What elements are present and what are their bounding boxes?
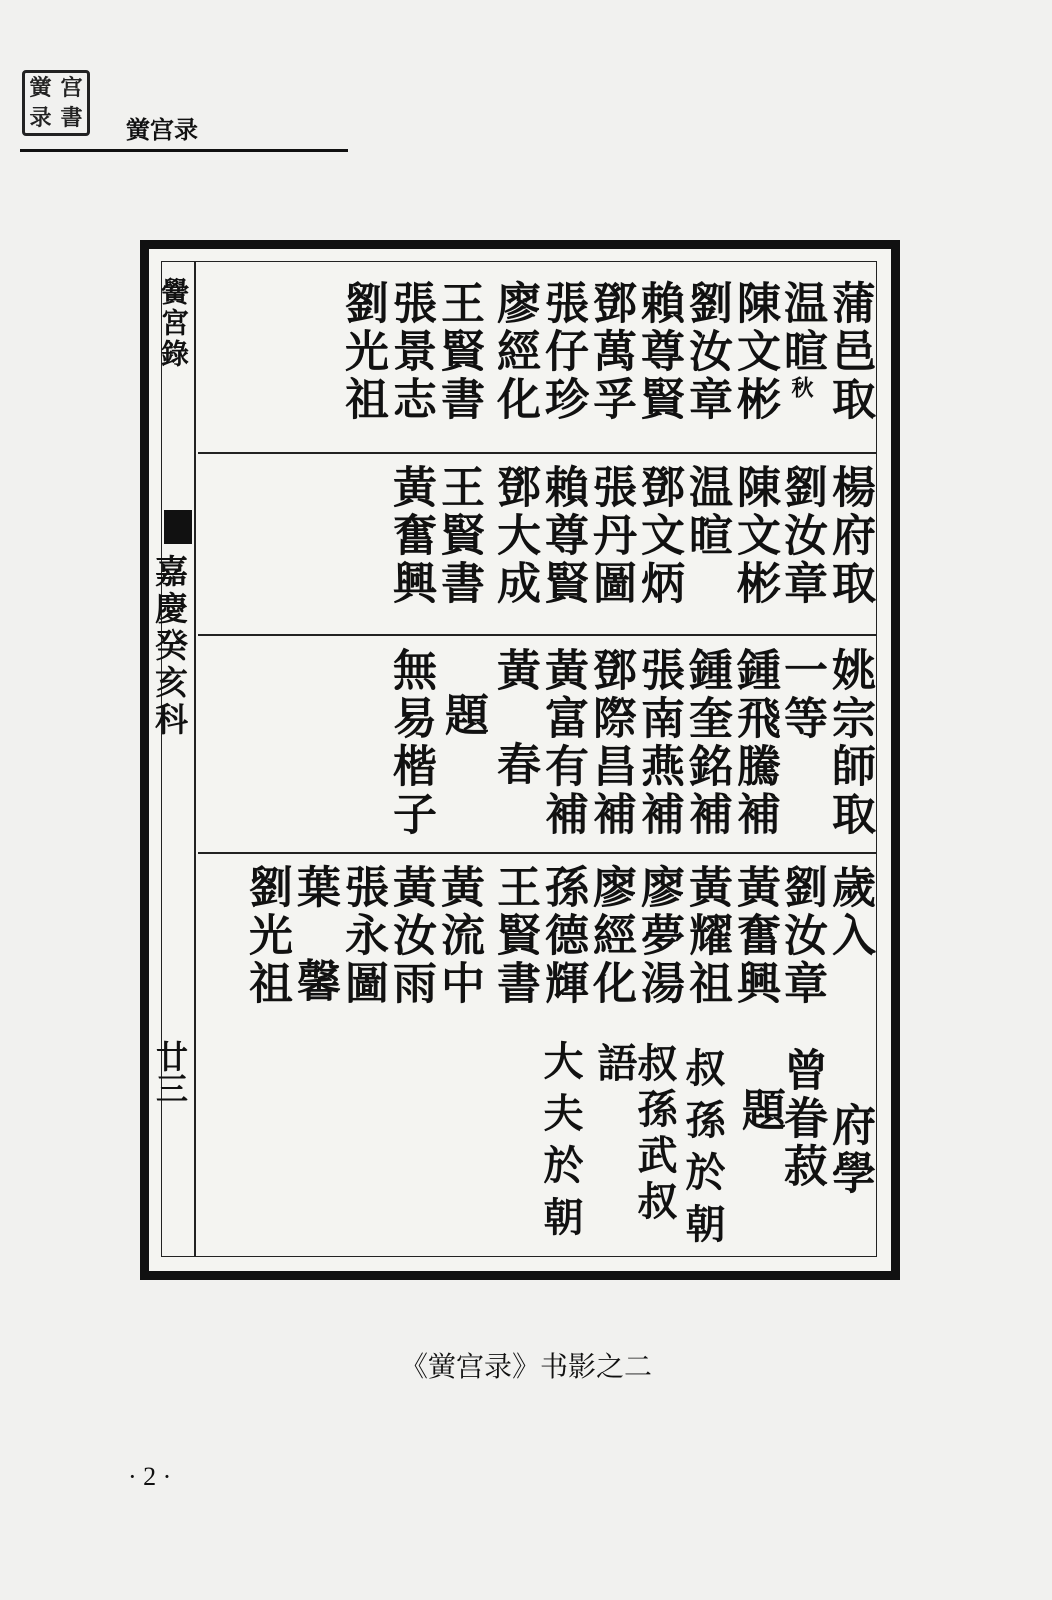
- seal-char: 書: [60, 105, 83, 131]
- page-number: · 2 ·: [128, 1462, 172, 1491]
- spine-margin: [150, 262, 196, 1256]
- text-column: 張景志: [385, 280, 436, 424]
- band-divider: [198, 634, 876, 636]
- text-column: 題: [734, 1087, 785, 1135]
- text-column: 題: [437, 692, 488, 740]
- text-column: 黃汝雨: [385, 864, 436, 1008]
- text-column: 劉汝章: [681, 280, 732, 424]
- inner-frame: [150, 261, 877, 1257]
- text-column: 鄧際昌補: [585, 647, 636, 839]
- text-column: 葉馨: [289, 864, 340, 1052]
- text-column: 黃春: [489, 647, 540, 835]
- folio-number: 廿三: [151, 1040, 189, 1104]
- text-column: 張仔珍: [537, 280, 588, 424]
- text-column: 黃富有補: [537, 647, 588, 839]
- text-column: 廖經化: [489, 280, 540, 424]
- text-column: 温暄: [681, 464, 732, 560]
- text-column: 劉光祖: [241, 864, 292, 1008]
- figure-caption: 《黉宫录》书影之二: [399, 1350, 652, 1383]
- spine-title: 黌宮錄: [157, 277, 190, 370]
- spine-subtitle: 嘉慶癸亥科: [150, 554, 189, 739]
- text-column: 張南燕補: [633, 647, 684, 839]
- text-column: 鄧文炳: [633, 464, 684, 608]
- seal-logo: [22, 70, 90, 136]
- text-column: 府學: [824, 1102, 875, 1198]
- text-column: 一等: [776, 647, 827, 743]
- text-column: 賴尊賢: [633, 280, 684, 424]
- text-column: 鍾奎銘補: [681, 647, 732, 839]
- band-divider: [198, 852, 876, 854]
- seal-char: 黉: [29, 75, 52, 101]
- text-column: 無易楷子: [385, 647, 436, 839]
- text-column: 廖經化: [585, 864, 636, 1008]
- text-column: 賴尊賢: [537, 464, 588, 608]
- text-column: 黃耀祖: [681, 864, 732, 1008]
- seal-char: 宫: [60, 75, 83, 101]
- text-column: 黃流中: [433, 864, 484, 1008]
- text-column: 陳文彬: [729, 280, 780, 424]
- text-column: 陳文彬: [729, 464, 780, 608]
- text-column: 張丹圖: [585, 464, 636, 608]
- text-column: 黃奮興: [385, 464, 436, 608]
- text-column: 王賢書: [433, 464, 484, 608]
- text-column: [776, 280, 827, 398]
- text-column: 劉汝章: [776, 864, 827, 1008]
- text-column: 劉汝章: [776, 464, 827, 608]
- text-column: 曾眷菽: [776, 1047, 827, 1191]
- text-column: 楊府取: [824, 464, 875, 608]
- text-column: 王賢書: [489, 864, 540, 1008]
- handwritten-note: 大夫於朝: [537, 1040, 583, 1248]
- fish-tail-mark: [164, 510, 192, 544]
- text-column: 鍾飛騰補: [729, 647, 780, 839]
- text-column: 黃奮興: [729, 864, 780, 1008]
- text-column: 鄧大成: [489, 464, 540, 608]
- text-column: 劉光祖: [337, 280, 388, 424]
- annotation: 秋: [788, 376, 814, 398]
- text-column: 歲入: [824, 864, 875, 960]
- text-column: 姚宗師取: [824, 647, 875, 839]
- text-column: 鄧萬孚: [585, 280, 636, 424]
- seal-char: 录: [29, 105, 52, 131]
- text-column: 張永圖: [337, 864, 388, 1008]
- band-divider: [198, 452, 876, 454]
- book-page-scan: [140, 240, 900, 1280]
- text-fragment: 温暄: [776, 280, 827, 376]
- text-column: 蒲邑取: [824, 280, 875, 424]
- header-rule: [20, 149, 348, 152]
- text-column: 廖夢湯: [633, 864, 684, 1008]
- handwritten-note: 叔孫於朝: [679, 1047, 725, 1255]
- running-title: 黉宫录: [126, 116, 198, 144]
- handwritten-note: 叔孫武叔語: [591, 1042, 677, 1226]
- text-column: 孫德輝: [537, 864, 588, 1008]
- text-column: 王賢書: [433, 280, 484, 424]
